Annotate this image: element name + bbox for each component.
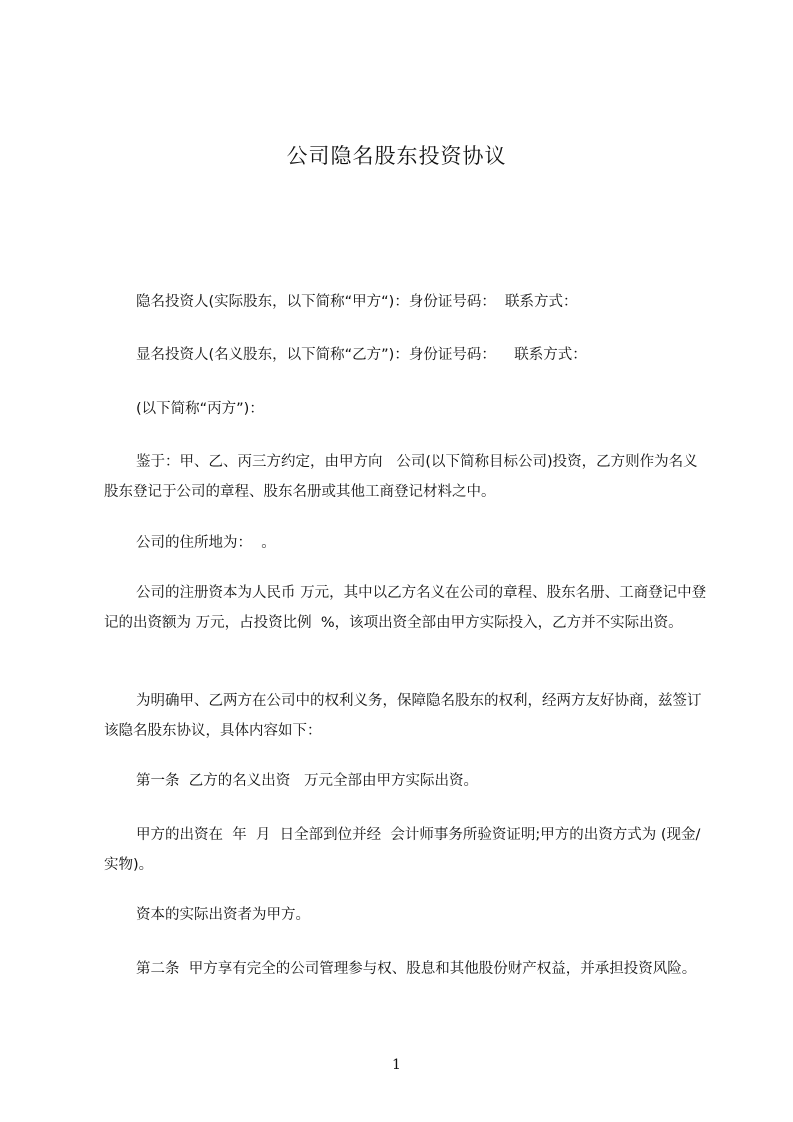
paragraph-purpose: 为明确甲、乙两方在公司中的权利义务，保障隐名股东的权利，经两方友好协商，兹签订该隐名股东协议，具体内容如下： bbox=[104, 693, 702, 739]
paragraph-actual-contributor: 资本的实际出资者为甲方。 bbox=[136, 907, 310, 923]
paragraph-hidden-investor: 隐名投资人(实际股东，以下简称“甲方“)：身份证号码： 联系方式： bbox=[136, 294, 578, 310]
page-number: 1 bbox=[392, 1057, 401, 1073]
paragraph-article-2: 第二条 甲方享有完全的公司管理参与权、股息和其他股份财产权益，并承担投资风险。 bbox=[136, 961, 697, 977]
paragraph-whereas: 鉴于：甲、乙、丙三方约定，由甲方向 公司(以下简称目标公司)投资，乙方则作为名义股东登记于公司的章程、股东名册或其他工商登记材料之中。 bbox=[104, 454, 698, 500]
paragraph-article-1: 第一条 乙方的名义出资 万元全部由甲方实际出资。 bbox=[136, 773, 479, 789]
paragraph-party-c: (以下简称“丙方”)： bbox=[136, 401, 264, 417]
paragraph-company-address: 公司的住所地为： 。 bbox=[136, 535, 276, 551]
paragraph-capital-contribution: 甲方的出资在 年 月 日全部到位并经 会计师事务所验资证明;甲方的出资方式为 (现金/实物)。 bbox=[104, 827, 701, 873]
paragraph-nominal-investor: 显名投资人(名义股东，以下简称“乙方”)：身份证号码： 联系方式： bbox=[136, 347, 587, 363]
paragraph-registered-capital: 公司的注册资本为人民币 万元，其中以乙方名义在公司的章程、股东名册、工商登记中登记的出资额为 万元，占投资比例 %，该项出资全部由甲方实际投入，乙方并不实际出资。 bbox=[104, 585, 707, 631]
document-title: 公司隐名股东投资协议 bbox=[286, 144, 507, 168]
